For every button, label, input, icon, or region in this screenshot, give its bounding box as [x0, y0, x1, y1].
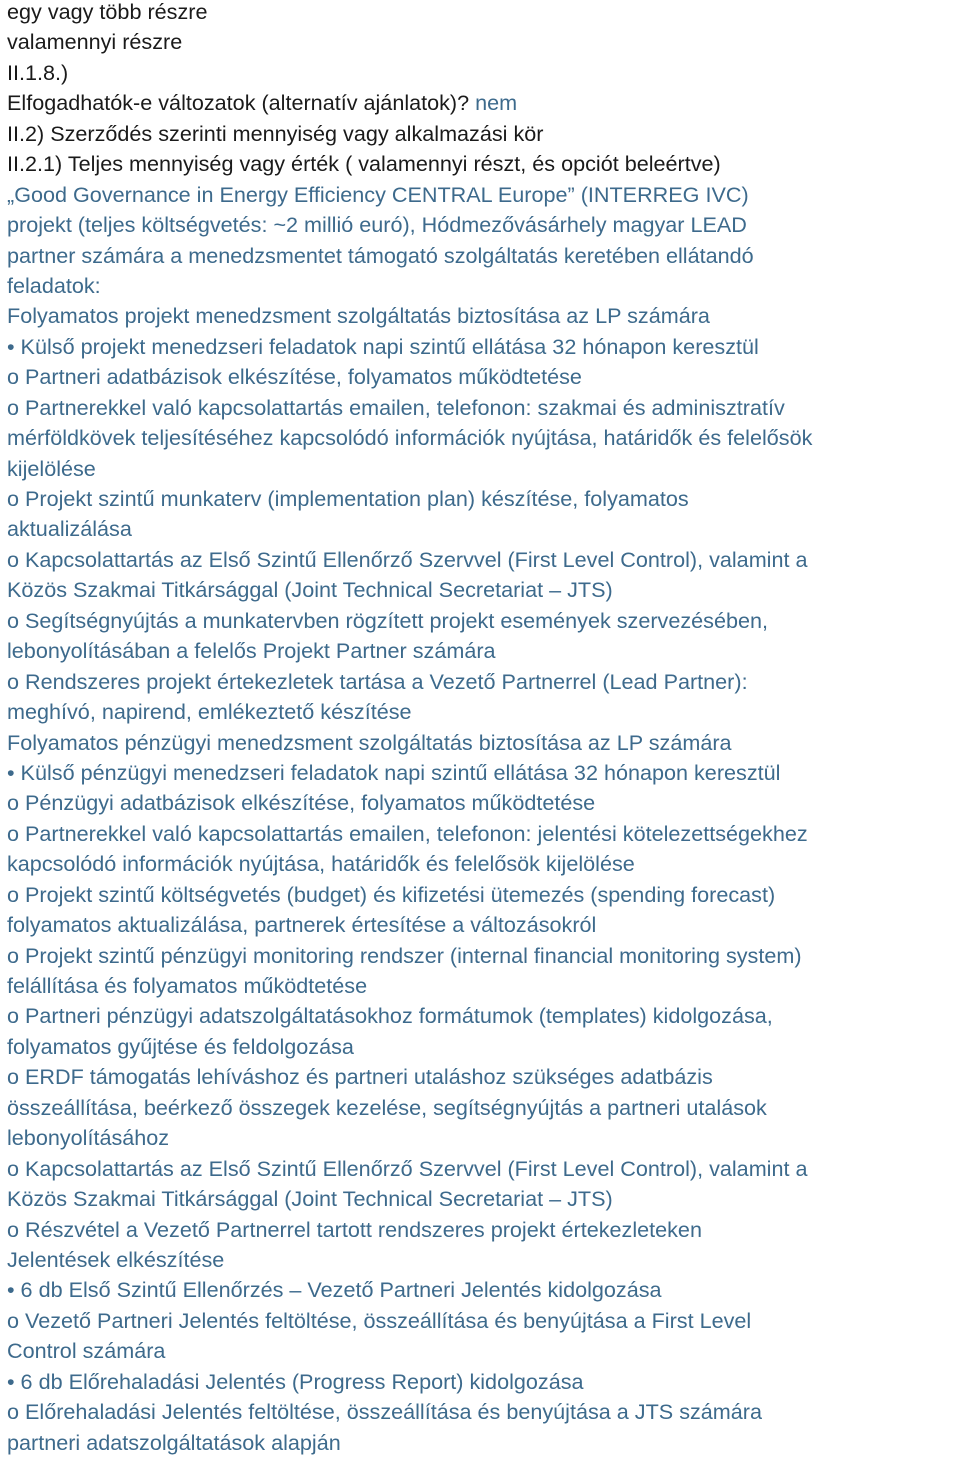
label-text: valamennyi részre: [7, 29, 183, 55]
answer-text: • 6 db Előrehaladási Jelentés (Progress Report) kidolgozása: [7, 1368, 584, 1394]
answer-text: folyamatos gyűjtése és feldolgozása: [7, 1033, 354, 1059]
text-line: [7, 1001, 957, 1031]
text-line: [7, 1275, 957, 1305]
answer-text: • 6 db Első Szintű Ellenőrzés – Vezető Partneri Jelentés kidolgozása: [7, 1277, 662, 1303]
answer-text: kijelölése: [7, 455, 96, 481]
answer-text: o Projekt szintű munkaterv (implementation plan) készítése, folyamatos: [7, 486, 689, 511]
answer-text: o Partneri pénzügyi adatszolgáltatásokhoz formátumok (templates) kidolgozása,: [7, 1003, 773, 1029]
answer-text: Jelentések elkészítése: [7, 1246, 225, 1272]
answer-text: Folyamatos pénzügyi menedzsment szolgáltatás biztosítása az LP számára: [7, 729, 732, 755]
text-line: [7, 880, 957, 910]
answer-text: partner számára a menedzsmentet támogató szolgáltatás keretében ellátandó: [7, 242, 754, 268]
text-line: [7, 1093, 957, 1123]
text-line: [7, 697, 957, 727]
answer-text: aktualizálása: [7, 516, 132, 542]
answer-text: o Kapcsolattartás az Első Szintű Ellenőrző Szervvel (First Level Control), valamint a: [7, 1155, 808, 1181]
answer-text: Közös Szakmai Titkársággal (Joint Technical Secretariat – JTS): [7, 1186, 613, 1212]
text-line: [7, 788, 957, 818]
text-line: [7, 454, 957, 484]
answer-text: folyamatos aktualizálása, partnerek értesítése a változásokról: [7, 912, 597, 938]
answer-text: o Rendszeres projekt értekezletek tartása a Vezető Partnerrel (Lead Partner):: [7, 668, 748, 694]
text-line: [7, 545, 957, 575]
answer-text: Control számára: [7, 1338, 166, 1364]
label-text: II.1.8.): [7, 59, 69, 85]
answer-text: lebonyolításához: [7, 1125, 170, 1151]
label-text: Elfogadhatók-e változatok (alternatív ajánlatok)?: [7, 90, 476, 116]
text-line: [7, 241, 957, 271]
answer-text: o Segítségnyújtás a munkatervben rögzített projekt események szervezésében,: [7, 607, 769, 633]
answer-text: o Projekt szintű költségvetés (budget) és kifizetési ütemezés (spending forecast): [7, 881, 776, 907]
text-line: [7, 1215, 957, 1245]
answer-text: meghívó, napirend, emlékeztető készítése: [7, 699, 412, 725]
text-line: [7, 667, 957, 697]
text-line: [7, 332, 957, 362]
text-line: [7, 58, 957, 88]
text-line: [7, 849, 957, 879]
text-line: [7, 514, 957, 544]
text-line: [7, 1306, 957, 1336]
text-line: [7, 606, 957, 636]
text-line: [7, 1428, 957, 1458]
text-line: [7, 1397, 957, 1427]
text-line: [7, 971, 957, 1001]
answer-text: o Vezető Partneri Jelentés feltöltése, összeállítása és benyújtása a First Level: [7, 1307, 752, 1333]
text-line: [7, 393, 957, 423]
answer-text: o Partneri adatbázisok elkészítése, folyamatos működtetése: [7, 364, 582, 390]
answer-text: o Pénzügyi adatbázisok elkészítése, folyamatos működtetése: [7, 790, 596, 816]
answer-text: partneri adatszolgáltatások alapján: [7, 1429, 341, 1455]
text-line: [7, 819, 957, 849]
answer-text: Folyamatos projekt menedzsment szolgáltatás biztosítása az LP számára: [7, 303, 710, 329]
text-line: [7, 210, 957, 240]
text-line: [7, 0, 957, 27]
document-body: [7, 0, 957, 1458]
text-line: [7, 575, 957, 605]
text-line: [7, 119, 957, 149]
answer-text: o ERDF támogatás lehíváshoz és partneri utaláshoz szükséges adatbázis: [7, 1064, 713, 1090]
text-line: [7, 301, 957, 331]
text-line: [7, 1032, 957, 1062]
text-line: [7, 88, 957, 118]
label-text: egy vagy több részre: [7, 0, 208, 24]
answer-text: „Good Governance in Energy Efficiency CENTRAL Europe” (INTERREG IVC): [7, 181, 749, 207]
text-line: [7, 758, 957, 788]
text-line: [7, 1336, 957, 1366]
text-line: [7, 180, 957, 210]
text-line: [7, 1245, 957, 1275]
text-line: [7, 728, 957, 758]
answer-text: o Kapcsolattartás az Első Szintű Ellenőrző Szervvel (First Level Control), valamint a: [7, 546, 808, 572]
text-line: [7, 910, 957, 940]
answer-text: lebonyolításában a felelős Projekt Partner számára: [7, 638, 496, 664]
answer-text: • Külső pénzügyi menedzseri feladatok napi szintű ellátása 32 hónapon keresztül: [7, 759, 781, 785]
text-line: [7, 941, 957, 971]
answer-text: felállítása és folyamatos működtetése: [7, 973, 368, 998]
text-line: [7, 1154, 957, 1184]
text-line: [7, 636, 957, 666]
text-line: [7, 1367, 957, 1397]
text-line: [7, 362, 957, 392]
answer-text: o Részvétel a Vezető Partnerrel tartott rendszeres projekt értekezleteken: [7, 1216, 702, 1242]
answer-text: összeállítása, beérkező összegek kezelése, segítségnyújtás a partneri utalások: [7, 1094, 767, 1120]
answer-text: kapcsolódó információk nyújtása, határidők és felelősök kijelölése: [7, 851, 635, 877]
text-line: [7, 1184, 957, 1214]
answer-text: feladatok:: [7, 272, 101, 298]
answer-text: o Projekt szintű pénzügyi monitoring rendszer (internal financial monitoring system): [7, 942, 802, 968]
answer-text: mérföldkövek teljesítéséhez kapcsolódó információk nyújtása, határidők és felelősök: [7, 425, 813, 451]
text-line: [7, 149, 957, 179]
answer-text: o Előrehaladási Jelentés feltöltése, összeállítása és benyújtása a JTS számára: [7, 1399, 762, 1425]
text-line: [7, 484, 957, 514]
text-line: [7, 1123, 957, 1153]
text-line: [7, 271, 957, 301]
text-line: [7, 27, 957, 57]
answer-text: projekt (teljes költségvetés: ~2 millió euró), Hódmezővásárhely magyar LEAD: [7, 212, 747, 238]
answer-text: nem: [475, 90, 518, 116]
text-line: [7, 1062, 957, 1092]
label-text: II.2.1) Teljes mennyiség vagy érték ( valamennyi részt, és opciót beleértve): [7, 151, 721, 177]
answer-text: o Partnerekkel való kapcsolattartás emailen, telefonon: szakmai és adminisztratív: [7, 394, 785, 420]
label-text: II.2) Szerződés szerinti mennyiség vagy alkalmazási kör: [7, 120, 544, 146]
answer-text: Közös Szakmai Titkársággal (Joint Technical Secretariat – JTS): [7, 577, 613, 603]
answer-text: o Partnerekkel való kapcsolattartás emailen, telefonon: jelentési kötelezettségekhez: [7, 820, 808, 846]
answer-text: • Külső projekt menedzseri feladatok napi szintű ellátása 32 hónapon keresztül: [7, 333, 759, 359]
text-line: [7, 423, 957, 453]
